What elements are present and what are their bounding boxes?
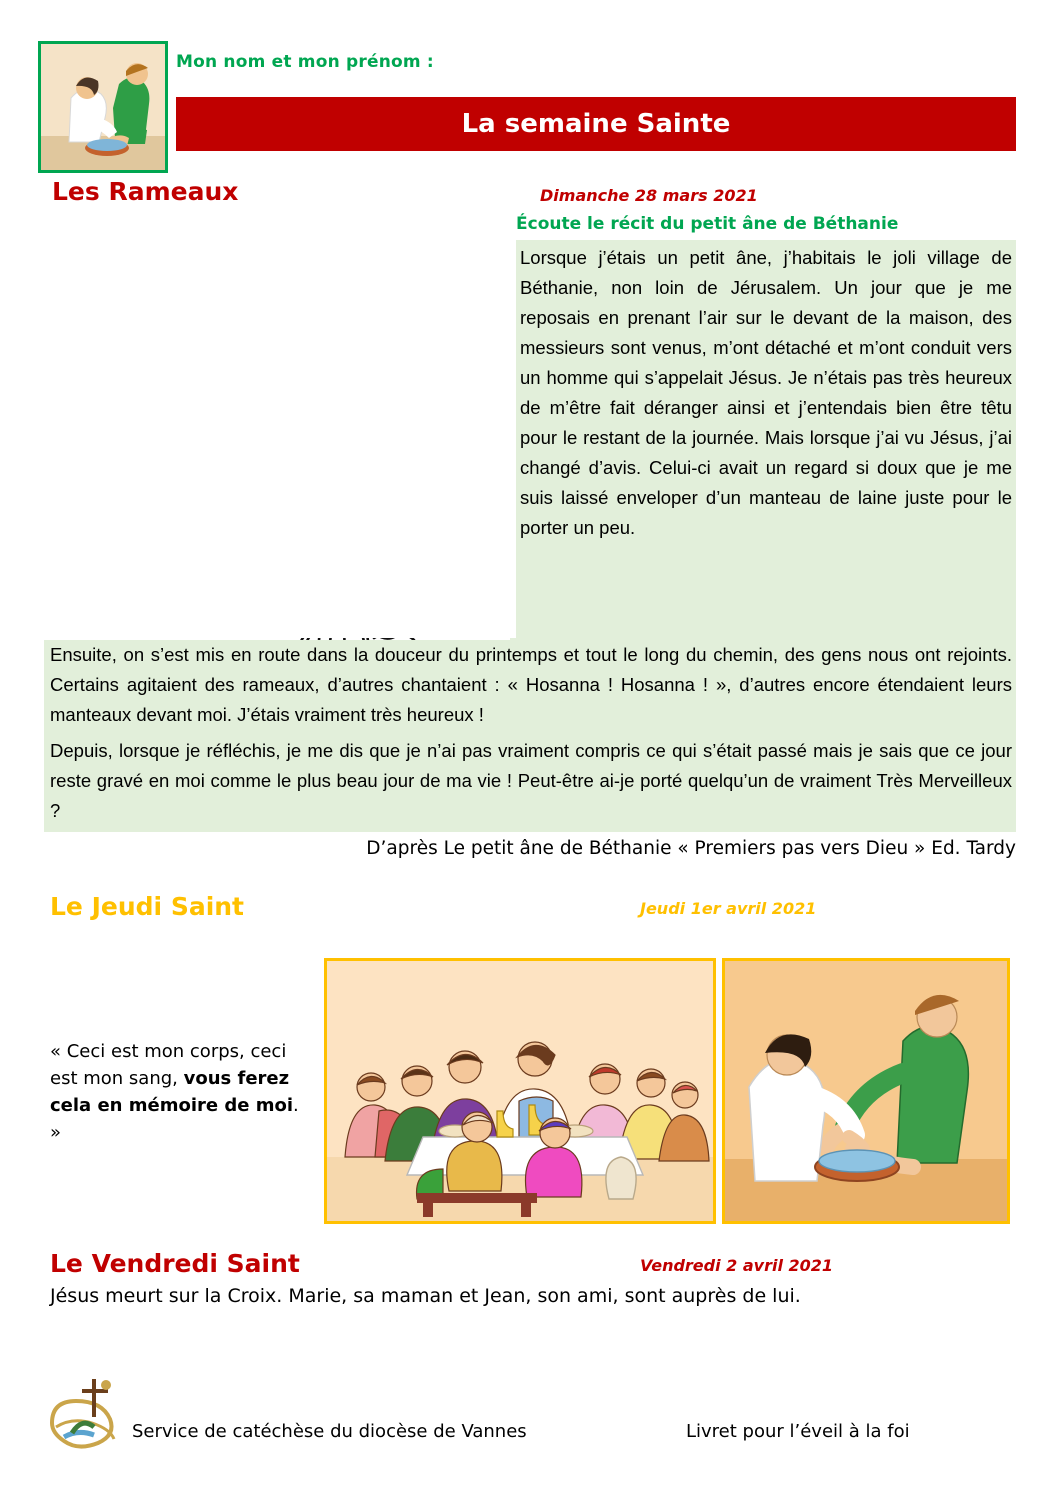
footer-left-text: Service de catéchèse du diocèse de Vannes [132,1421,527,1442]
section-heading-rameaux: Les Rameaux [52,177,239,206]
quote-part-2: . » [50,1095,299,1143]
footer-right-text: Livret pour l’éveil à la foi [686,1421,910,1442]
derniere-cene-illustration [327,961,713,1221]
section-date-jeudi: Jeudi 1er avril 2021 [640,899,817,918]
quote-bold-part: vous ferez cela en mémoire de moi [50,1068,294,1116]
vendredi-text: Jésus meurt sur la Croix. Marie, sa maman et Jean, son ami, sont auprès de lui. [50,1285,801,1307]
diocese-vannes-logo-icon [42,1375,126,1459]
header-logo-image [38,41,168,173]
jeudi-quote [50,1038,310,1146]
story-paragraph-3: Depuis, lorsque je réfléchis, je me dis que je n’ai pas vraiment compris ce qui s’était passé mais je sais que ce jour reste gravé en moi comme le plus beau jour de ma vie ! Peut-être ai-je porté quelqu’un de vraiment Très Merveilleux ? [50,739,1012,821]
page-title: La semaine Sainte [461,109,731,139]
quote-part-1: « Ceci est mon corps, ceci est mon sang, [50,1041,287,1089]
footer-logo [42,1375,126,1459]
section-heading-vendredi: Le Vendredi Saint [50,1249,300,1278]
cene-image [324,958,716,1224]
story-text-column [520,243,1012,543]
section-subtitle-rameaux: Écoute le récit du petit âne de Béthanie [516,214,899,234]
story-paragraph-1: Lorsque j’étais un petit âne, j’habitais le joli village de Béthanie, non loin de Jérusalem. Un jour que je me reposais en prenant l’air sur le devant de la maison, des messieurs sont venus, m’ont détaché et m’ont conduit vers un homme qui s’appelait Jésus. Je n’étais pas très heureux de m’être fait déranger ainsi et j’entendais bien être têtu pour le restant de la journée. Mais lorsque j’ai vu Jésus, j’ai changé d’avis. Celui-ci avait un regard si doux que je me suis laissé enveloper d’un manteau de laine juste pour le porter un peu. [520,247,1012,538]
story-credit: D’après Le petit âne de Béthanie « Premiers pas vers Dieu » Ed. Tardy [366,838,1016,859]
story-paragraph-2: Ensuite, on s’est mis en route dans la douceur du printemps et tout le long du chemin, des gens nous ont rejoints. Certains agitaient des rameaux, d’autres chantaient : « Hosanna ! Hosanna ! », d’autres encore étendaient leurs manteaux devant moi. J’étais vraiment très heureux ! [50,644,1012,725]
name-field-label: Mon nom et mon prénom : [176,52,434,72]
section-date-rameaux: Dimanche 28 mars 2021 [540,186,758,205]
story-text-wide [50,640,1012,826]
lavement-des-pieds-icon [41,44,165,170]
story-box-cutout [44,240,516,638]
jesus-lave-les-pieds-illustration [725,961,1007,1221]
title-banner [176,97,1016,151]
section-heading-jeudi: Le Jeudi Saint [50,892,245,921]
lavement-des-pieds-image [722,958,1010,1224]
section-date-vendredi: Vendredi 2 avril 2021 [640,1256,834,1275]
